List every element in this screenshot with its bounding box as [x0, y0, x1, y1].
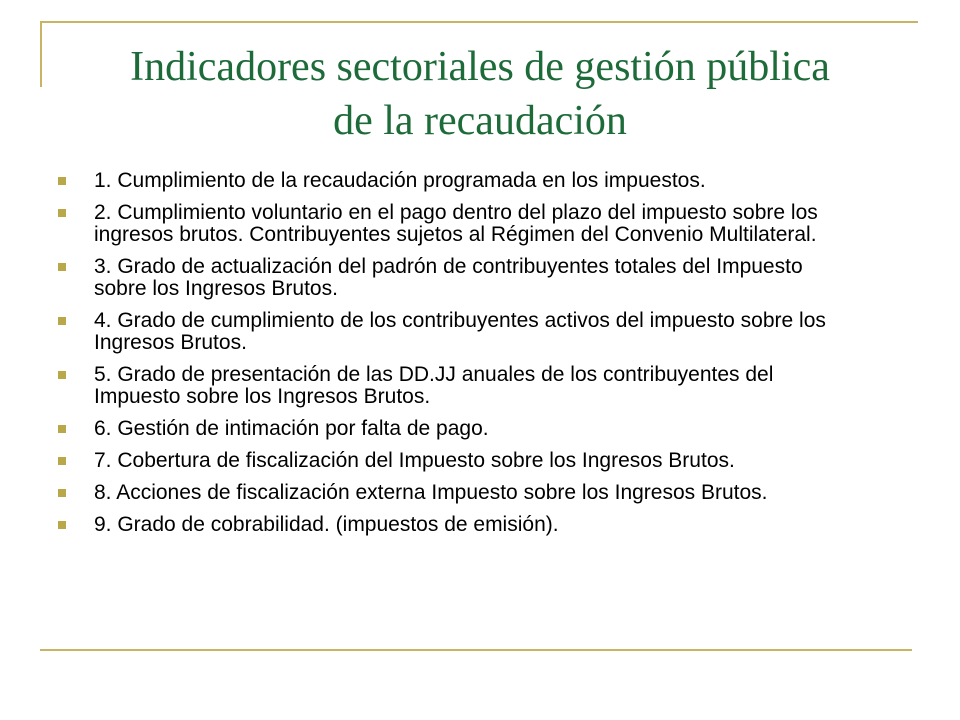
list-item [58, 450, 858, 472]
list-item-text: 1. Cumplimiento de la recaudación programada en los impuestos. [94, 169, 706, 192]
list-item-text: 4. Grado de cumplimiento de los contribuyentes activos del impuesto sobre los Ingresos Brutos. [94, 309, 826, 354]
list-item [58, 482, 858, 504]
list-item-text: 8. Acciones de fiscalización externa Impuesto sobre los Ingresos Brutos. [94, 481, 768, 504]
square-bullet-icon [58, 489, 66, 497]
indicator-list [58, 170, 858, 546]
list-item-text: 6. Gestión de intimación por falta de pago. [94, 417, 489, 440]
list-item-text: 7. Cobertura de fiscalización del Impuesto sobre los Ingresos Brutos. [94, 449, 735, 472]
list-item [58, 202, 858, 246]
frame-left-rule [40, 21, 42, 87]
square-bullet-icon [58, 177, 66, 185]
square-bullet-icon [58, 209, 66, 217]
list-item-text: 3. Grado de actualización del padrón de contribuyentes totales del Impuesto sobre los Ingresos Brutos. [94, 255, 803, 300]
list-item-text: 5. Grado de presentación de las DD.JJ anuales de los contribuyentes del Impuesto sobre los Ingresos Brutos. [94, 363, 774, 408]
list-item-text: 2. Cumplimiento voluntario en el pago dentro del plazo del impuesto sobre los ingresos brutos. Contribuyentes sujetos al Régimen del Convenio Multilateral. [94, 201, 818, 246]
list-item [58, 418, 858, 440]
frame-bottom-rule [40, 649, 912, 651]
list-item [58, 514, 858, 536]
square-bullet-icon [58, 457, 66, 465]
list-item [58, 364, 858, 408]
square-bullet-icon [58, 263, 66, 271]
slide-title-line-1: Indicadores sectoriales de gestión pública [130, 44, 830, 90]
square-bullet-icon [58, 317, 66, 325]
list-item-text: 9. Grado de cobrabilidad. (impuestos de emisión). [94, 513, 559, 536]
list-item [58, 310, 858, 354]
frame-top-rule [40, 21, 918, 23]
slide-title-line-2: de la recaudación [333, 98, 627, 144]
list-item [58, 256, 858, 300]
slide-title [60, 40, 900, 148]
square-bullet-icon [58, 521, 66, 529]
square-bullet-icon [58, 371, 66, 379]
list-item [58, 170, 858, 192]
square-bullet-icon [58, 425, 66, 433]
